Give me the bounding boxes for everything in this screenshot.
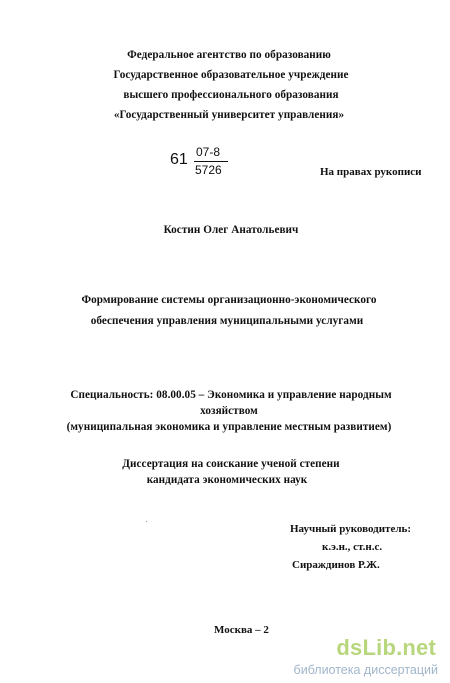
- title-line-1: Формирование системы организационно-экономического: [81, 294, 377, 306]
- shelf-mark: [170, 145, 240, 181]
- advisor-name: Сираждинов Р.Ж.: [292, 559, 380, 571]
- institution-line-4: «Государственный университет управления»: [113, 109, 345, 121]
- specialty-line-1: Специальность: 08.00.05 – Экономика и управление народным: [70, 389, 392, 401]
- advisor-label: Научный руководитель:: [290, 523, 411, 535]
- advisor-block: [290, 520, 420, 574]
- shelf-mark-main: 61: [170, 151, 188, 168]
- dissertation-line-1: Диссертация на соискание ученой степени: [122, 458, 340, 470]
- specialty-line-3: (муниципальная экономика и управление местным развитием): [66, 421, 392, 433]
- rights-note: На правах рукописи: [320, 166, 422, 178]
- title-line-2: обеспечения управления муниципальными услугами: [90, 315, 364, 327]
- institution-line-2: Государственное образовательное учреждение: [113, 69, 349, 81]
- shelf-mark-top: 07-8: [196, 145, 221, 159]
- dissertation-line-2: кандидата экономических наук: [146, 474, 308, 486]
- advisor-degree: к.э.н., ст.н.с.: [322, 541, 383, 553]
- institution-line-1: Федеральное агентство по образованию: [127, 49, 331, 61]
- shelf-mark-rule: [194, 161, 228, 162]
- specialty-line-2: хозяйством: [200, 405, 258, 417]
- city-year: Москва – 2: [214, 624, 269, 636]
- watermark: [262, 635, 450, 681]
- watermark-subtitle: библиотека диссертаций: [293, 663, 438, 677]
- shelf-mark-bottom: 5726: [195, 163, 222, 177]
- institution-line-3: высшего профессионального образования: [123, 89, 339, 101]
- watermark-logo: dsLib.net: [336, 635, 436, 660]
- scan-speck: [146, 521, 147, 522]
- author-name: Костин Олег Анатольевич: [163, 224, 299, 236]
